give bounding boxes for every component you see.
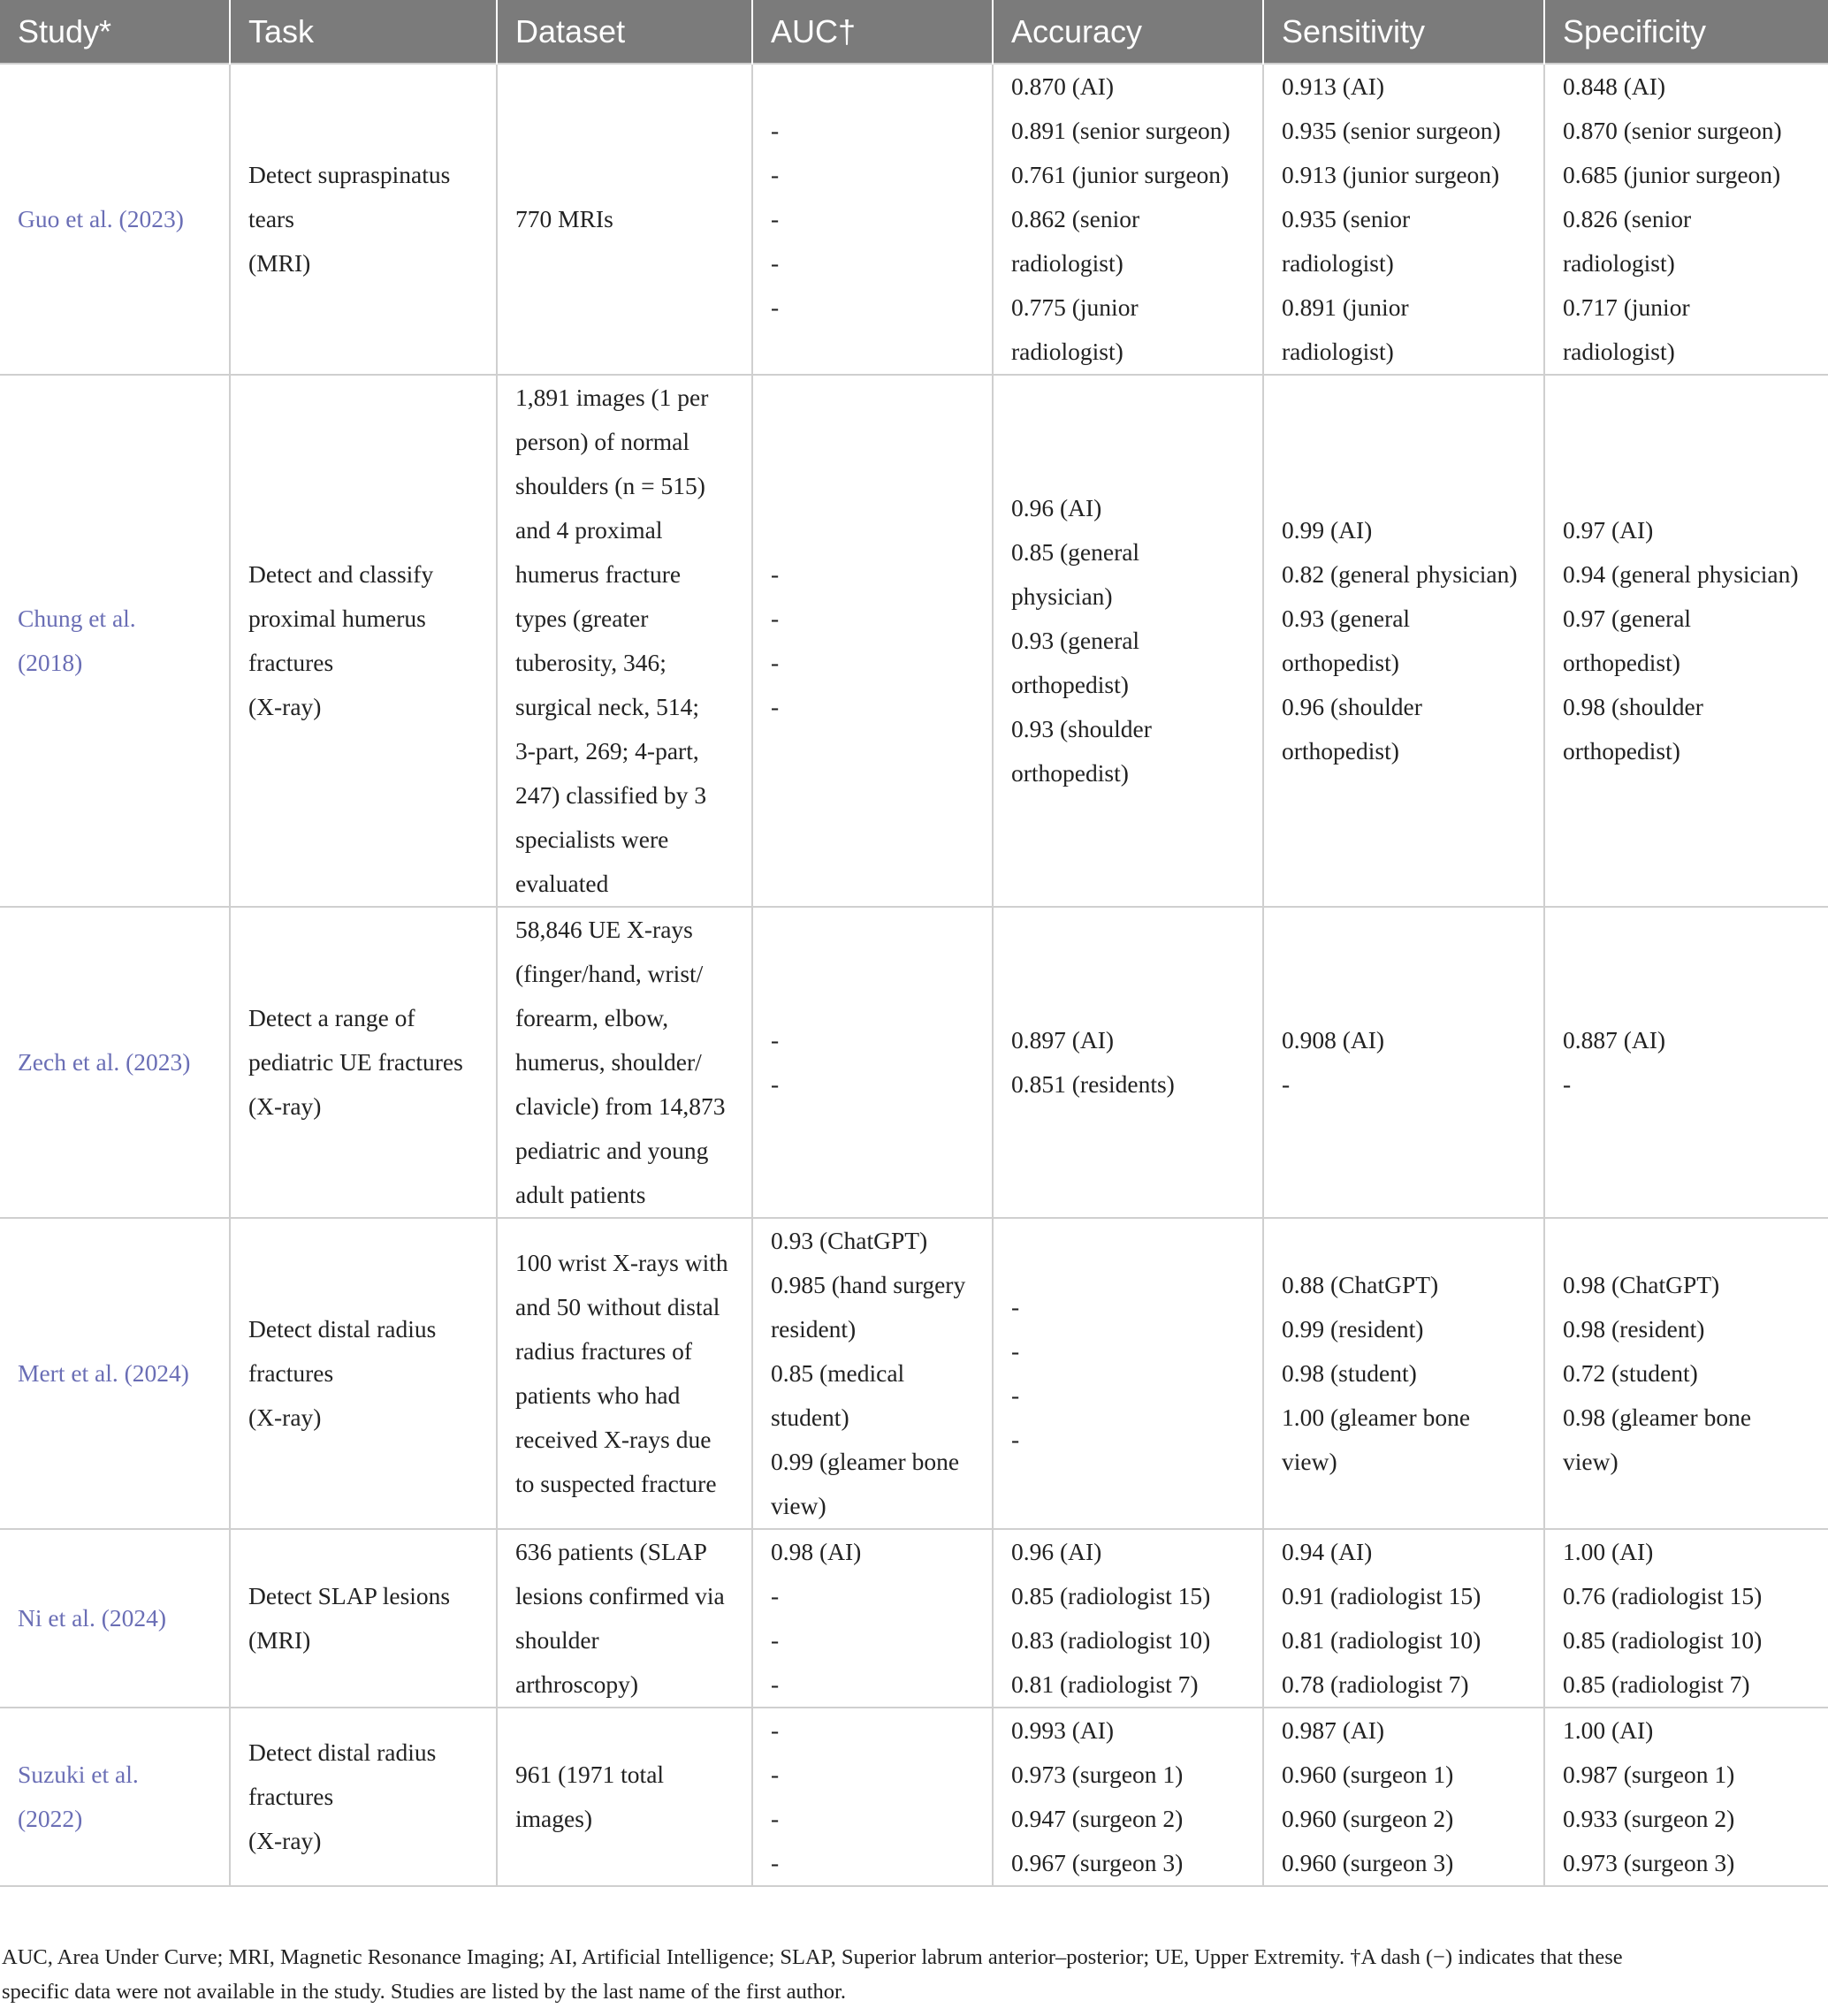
dataset-line: lesions confirmed via [515, 1582, 725, 1609]
dataset-line: shoulders (n = 515) [515, 472, 705, 499]
specificity-line: 0.870 (senior surgeon) [1563, 117, 1782, 144]
cell-specificity [1544, 1218, 1828, 1529]
accuracy-line: orthopedist) [1011, 759, 1129, 787]
accuracy-line: 0.967 (surgeon 3) [1011, 1849, 1184, 1876]
header-specificity: Specificity [1544, 0, 1828, 64]
specificity-line: 1.00 (AI) [1563, 1538, 1654, 1565]
task-line: Detect and classify [248, 560, 434, 588]
auc-line: 0.985 (hand surgery [771, 1271, 966, 1298]
cell-sensitivity [1263, 1529, 1544, 1708]
accuracy-line: radiologist) [1011, 338, 1123, 365]
task-line: (MRI) [248, 249, 311, 277]
auc-line: - [771, 205, 780, 232]
cell-specificity [1544, 1708, 1828, 1886]
dataset-line: arthroscopy) [515, 1670, 638, 1698]
specificity-line: orthopedist) [1563, 649, 1680, 676]
cell-specificity [1544, 375, 1828, 907]
table-body [0, 64, 1828, 1886]
accuracy-line: 0.870 (AI) [1011, 72, 1115, 100]
table-row [0, 1218, 1828, 1529]
task-line: proximal humerus [248, 605, 426, 632]
cell-task [230, 1218, 497, 1529]
cell-study[interactable] [0, 375, 230, 907]
study-citation-link[interactable]: (2022) [18, 1805, 83, 1832]
cell-study[interactable] [0, 1218, 230, 1529]
sensitivity-line: 0.913 (AI) [1282, 72, 1385, 100]
sensitivity-line: 0.93 (general [1282, 605, 1411, 632]
specificity-line: 0.97 (AI) [1563, 516, 1654, 544]
dataset-line: 770 MRIs [515, 205, 613, 232]
auc-line: - [771, 117, 780, 144]
sensitivity-line: 0.94 (AI) [1282, 1538, 1373, 1565]
cell-auc [752, 1529, 993, 1708]
specificity-line: 0.72 (student) [1563, 1359, 1698, 1387]
cell-task [230, 907, 497, 1218]
dataset-line: shoulder [515, 1626, 599, 1654]
sensitivity-line: 0.960 (surgeon 3) [1282, 1849, 1454, 1876]
header-row [0, 0, 1828, 64]
cell-accuracy [993, 1529, 1263, 1708]
accuracy-line: - [1011, 1337, 1020, 1365]
sensitivity-line: 0.88 (ChatGPT) [1282, 1271, 1439, 1298]
task-line: (X-ray) [248, 1404, 322, 1431]
dataset-line: (finger/hand, wrist/ [515, 960, 704, 987]
dataset-line: 247) classified by 3 [515, 781, 707, 809]
study-citation-link[interactable]: Suzuki et al. [18, 1761, 139, 1788]
cell-sensitivity [1263, 64, 1544, 375]
sensitivity-line: 0.908 (AI) [1282, 1026, 1385, 1054]
cell-study[interactable] [0, 1529, 230, 1708]
task-line: (X-ray) [248, 1827, 322, 1854]
cell-task [230, 375, 497, 907]
cell-specificity [1544, 907, 1828, 1218]
cell-accuracy [993, 64, 1263, 375]
task-line: Detect distal radius [248, 1315, 437, 1343]
auc-line: view) [771, 1492, 826, 1519]
dataset-line: 100 wrist X-rays with [515, 1249, 728, 1276]
specificity-line: 1.00 (AI) [1563, 1716, 1654, 1744]
table-row [0, 907, 1828, 1218]
dataset-line: 961 (1971 total [515, 1761, 665, 1788]
task-line: (MRI) [248, 1626, 311, 1654]
accuracy-line: 0.96 (AI) [1011, 494, 1102, 521]
dataset-line: adult patients [515, 1181, 646, 1208]
accuracy-line: 0.93 (shoulder [1011, 715, 1152, 742]
auc-line: - [771, 1849, 780, 1876]
cell-accuracy [993, 1708, 1263, 1886]
auc-line: 0.85 (medical [771, 1359, 905, 1387]
accuracy-line: 0.851 (residents) [1011, 1070, 1175, 1098]
accuracy-line: 0.85 (general [1011, 538, 1140, 566]
task-line: Detect supraspinatus [248, 161, 451, 188]
accuracy-line: orthopedist) [1011, 671, 1129, 698]
specificity-line: 0.848 (AI) [1563, 72, 1666, 100]
dataset-line: 636 patients (SLAP [515, 1538, 707, 1565]
specificity-line: 0.685 (junior surgeon) [1563, 161, 1781, 188]
header-sensitivity: Sensitivity [1263, 0, 1544, 64]
specificity-line: 0.94 (general physician) [1563, 560, 1799, 588]
dataset-line: to suspected fracture [515, 1470, 717, 1497]
accuracy-line: 0.761 (junior surgeon) [1011, 161, 1230, 188]
table-header [0, 0, 1828, 64]
auc-line: - [771, 1716, 780, 1744]
specificity-line: 0.85 (radiologist 10) [1563, 1626, 1763, 1654]
specificity-line: 0.887 (AI) [1563, 1026, 1666, 1054]
cell-task [230, 1529, 497, 1708]
auc-line: - [771, 161, 780, 188]
footnote-line-2: specific data were not available in the study. Studies are listed by the last name of the first author. [2, 1980, 846, 2004]
dataset-line: types (greater [515, 605, 649, 632]
dataset-line: clavicle) from 14,873 [515, 1092, 726, 1120]
task-line: Detect distal radius [248, 1738, 437, 1766]
dataset-line: patients who had [515, 1381, 681, 1409]
cell-specificity [1544, 1529, 1828, 1708]
footnote-line-1: AUC, Area Under Curve; MRI, Magnetic Resonance Imaging; AI, Artificial Intelligence; SLAP, Superior labrum anterior–posterior; UE, Upper Extremity. †A dash (−) indicates that these [2, 1945, 1623, 1969]
dataset-line: received X-rays due [515, 1426, 712, 1453]
accuracy-line: - [1011, 1426, 1020, 1453]
dataset-line: images) [515, 1805, 593, 1832]
sensitivity-line: - [1282, 1070, 1291, 1098]
auc-line: - [771, 693, 780, 720]
accuracy-line: 0.993 (AI) [1011, 1716, 1115, 1744]
dataset-line: tuberosity, 346; [515, 649, 666, 676]
cell-task [230, 64, 497, 375]
table-footnote [2, 1940, 1823, 2009]
specificity-line: 0.98 (ChatGPT) [1563, 1271, 1720, 1298]
dataset-line: surgical neck, 514; [515, 693, 699, 720]
accuracy-line: 0.973 (surgeon 1) [1011, 1761, 1184, 1788]
accuracy-line: 0.891 (senior surgeon) [1011, 117, 1230, 144]
accuracy-line: 0.862 (senior [1011, 205, 1140, 232]
specificity-line: 0.85 (radiologist 7) [1563, 1670, 1750, 1698]
auc-line: - [771, 1582, 780, 1609]
task-line: Detect a range of [248, 1004, 415, 1031]
cell-sensitivity [1263, 375, 1544, 907]
sensitivity-line: orthopedist) [1282, 737, 1399, 765]
sensitivity-line: radiologist) [1282, 338, 1394, 365]
accuracy-line: 0.93 (general [1011, 627, 1140, 654]
cell-auc [752, 1708, 993, 1886]
sensitivity-line: 0.96 (shoulder [1282, 693, 1422, 720]
task-line: (X-ray) [248, 1092, 322, 1120]
task-line: Detect SLAP lesions [248, 1582, 451, 1609]
accuracy-line: - [1011, 1381, 1020, 1409]
study-citation-link[interactable]: Chung et al. [18, 605, 136, 632]
sensitivity-line: 0.960 (surgeon 1) [1282, 1761, 1454, 1788]
cell-dataset [497, 1708, 752, 1886]
specificity-line: 0.98 (gleamer bone [1563, 1404, 1752, 1431]
specificity-line: 0.98 (shoulder [1563, 693, 1703, 720]
sensitivity-line: 0.913 (junior surgeon) [1282, 161, 1500, 188]
accuracy-line: physician) [1011, 582, 1113, 610]
cell-accuracy [993, 907, 1263, 1218]
sensitivity-line: 0.935 (senior surgeon) [1282, 117, 1501, 144]
auc-line: 0.98 (AI) [771, 1538, 862, 1565]
sensitivity-line: 0.81 (radiologist 10) [1282, 1626, 1481, 1654]
cell-dataset [497, 1218, 752, 1529]
cell-auc [752, 64, 993, 375]
auc-line: - [771, 1761, 780, 1788]
dataset-line: humerus, shoulder/ [515, 1048, 702, 1076]
sensitivity-line: 0.78 (radiologist 7) [1282, 1670, 1469, 1698]
cell-study[interactable] [0, 907, 230, 1218]
sensitivity-line: orthopedist) [1282, 649, 1399, 676]
specificity-line: 0.933 (surgeon 2) [1563, 1805, 1735, 1832]
accuracy-line: 0.96 (AI) [1011, 1538, 1102, 1565]
study-citation-link[interactable]: Zech et al. (2023) [18, 1048, 191, 1076]
specificity-line: radiologist) [1563, 338, 1675, 365]
auc-line: 0.93 (ChatGPT) [771, 1227, 928, 1254]
cell-dataset [497, 1529, 752, 1708]
cell-auc [752, 1218, 993, 1529]
study-citation-link[interactable]: (2018) [18, 649, 83, 676]
table-row [0, 64, 1828, 375]
auc-line: resident) [771, 1315, 857, 1343]
sensitivity-line: 0.98 (student) [1282, 1359, 1417, 1387]
auc-line: - [771, 1670, 780, 1698]
auc-line: - [771, 1626, 780, 1654]
sensitivity-line: view) [1282, 1448, 1337, 1475]
header-study: Study* [0, 0, 230, 64]
table-row [0, 1708, 1828, 1886]
dataset-line: humerus fracture [515, 560, 682, 588]
sensitivity-line: 0.99 (resident) [1282, 1315, 1424, 1343]
cell-dataset [497, 375, 752, 907]
dataset-line: person) of normal [515, 428, 690, 455]
specificity-line: orthopedist) [1563, 737, 1680, 765]
sensitivity-line: 0.987 (AI) [1282, 1716, 1385, 1744]
auc-line: - [771, 293, 780, 321]
sensitivity-line: radiologist) [1282, 249, 1394, 277]
specificity-line: view) [1563, 1448, 1619, 1475]
cell-sensitivity [1263, 1708, 1544, 1886]
specificity-line: 0.826 (senior [1563, 205, 1692, 232]
cell-dataset [497, 907, 752, 1218]
dataset-line: 58,846 UE X-rays [515, 916, 693, 943]
dataset-line: evaluated [515, 870, 609, 897]
header-task: Task [230, 0, 497, 64]
dataset-line: radius fractures of [515, 1337, 693, 1365]
accuracy-line: 0.947 (surgeon 2) [1011, 1805, 1184, 1832]
cell-sensitivity [1263, 1218, 1544, 1529]
study-citation-link[interactable]: Mert et al. (2024) [18, 1359, 189, 1387]
auc-line: student) [771, 1404, 849, 1431]
specificity-line: 0.987 (surgeon 1) [1563, 1761, 1735, 1788]
header-accuracy: Accuracy [993, 0, 1263, 64]
dataset-line: and 4 proximal [515, 516, 663, 544]
accuracy-line: 0.775 (junior [1011, 293, 1139, 321]
sensitivity-line: 0.960 (surgeon 2) [1282, 1805, 1454, 1832]
task-line: fractures [248, 649, 334, 676]
sensitivity-line: 0.935 (senior [1282, 205, 1411, 232]
table-row [0, 1529, 1828, 1708]
cell-auc [752, 375, 993, 907]
accuracy-line: 0.897 (AI) [1011, 1026, 1115, 1054]
task-line: tears [248, 205, 294, 232]
header-dataset: Dataset [497, 0, 752, 64]
specificity-line: radiologist) [1563, 249, 1675, 277]
dataset-line: specialists were [515, 825, 669, 853]
study-citation-link[interactable]: Ni et al. (2024) [18, 1604, 167, 1632]
auc-line: - [771, 649, 780, 676]
sensitivity-line: 1.00 (gleamer bone [1282, 1404, 1471, 1431]
cell-accuracy [993, 375, 1263, 907]
cell-accuracy [993, 1218, 1263, 1529]
sensitivity-line: 0.82 (general physician) [1282, 560, 1518, 588]
cell-task [230, 1708, 497, 1886]
sensitivity-line: 0.99 (AI) [1282, 516, 1373, 544]
accuracy-line: 0.81 (radiologist 7) [1011, 1670, 1199, 1698]
auc-line: - [771, 605, 780, 632]
table-row [0, 375, 1828, 907]
specificity-line: - [1563, 1070, 1572, 1098]
specificity-line: 0.717 (junior [1563, 293, 1690, 321]
accuracy-line: 0.85 (radiologist 15) [1011, 1582, 1211, 1609]
cell-dataset [497, 64, 752, 375]
study-citation-link[interactable]: Guo et al. (2023) [18, 205, 184, 232]
cell-specificity [1544, 64, 1828, 375]
dataset-line: and 50 without distal [515, 1293, 720, 1320]
task-line: fractures [248, 1783, 334, 1810]
task-line: (X-ray) [248, 693, 322, 720]
dataset-line: pediatric and young [515, 1137, 709, 1164]
specificity-line: 0.97 (general [1563, 605, 1692, 632]
dataset-line: forearm, elbow, [515, 1004, 669, 1031]
specificity-line: 0.76 (radiologist 15) [1563, 1582, 1763, 1609]
cell-study[interactable] [0, 64, 230, 375]
accuracy-line: - [1011, 1293, 1020, 1320]
cell-sensitivity [1263, 907, 1544, 1218]
dataset-line: 3-part, 269; 4-part, [515, 737, 699, 765]
sensitivity-line: 0.91 (radiologist 15) [1282, 1582, 1481, 1609]
header-auc: AUC† [752, 0, 993, 64]
auc-line: - [771, 1070, 780, 1098]
task-line: pediatric UE fractures [248, 1048, 463, 1076]
auc-line: - [771, 560, 780, 588]
accuracy-line: 0.83 (radiologist 10) [1011, 1626, 1211, 1654]
cell-study[interactable] [0, 1708, 230, 1886]
auc-line: - [771, 1026, 780, 1054]
accuracy-line: radiologist) [1011, 249, 1123, 277]
specificity-line: 0.98 (resident) [1563, 1315, 1705, 1343]
specificity-line: 0.973 (surgeon 3) [1563, 1849, 1735, 1876]
sensitivity-line: 0.891 (junior [1282, 293, 1409, 321]
auc-line: 0.99 (gleamer bone [771, 1448, 960, 1475]
task-line: fractures [248, 1359, 334, 1387]
auc-line: - [771, 249, 780, 277]
auc-line: - [771, 1805, 780, 1832]
dataset-line: 1,891 images (1 per [515, 384, 709, 411]
cell-auc [752, 907, 993, 1218]
